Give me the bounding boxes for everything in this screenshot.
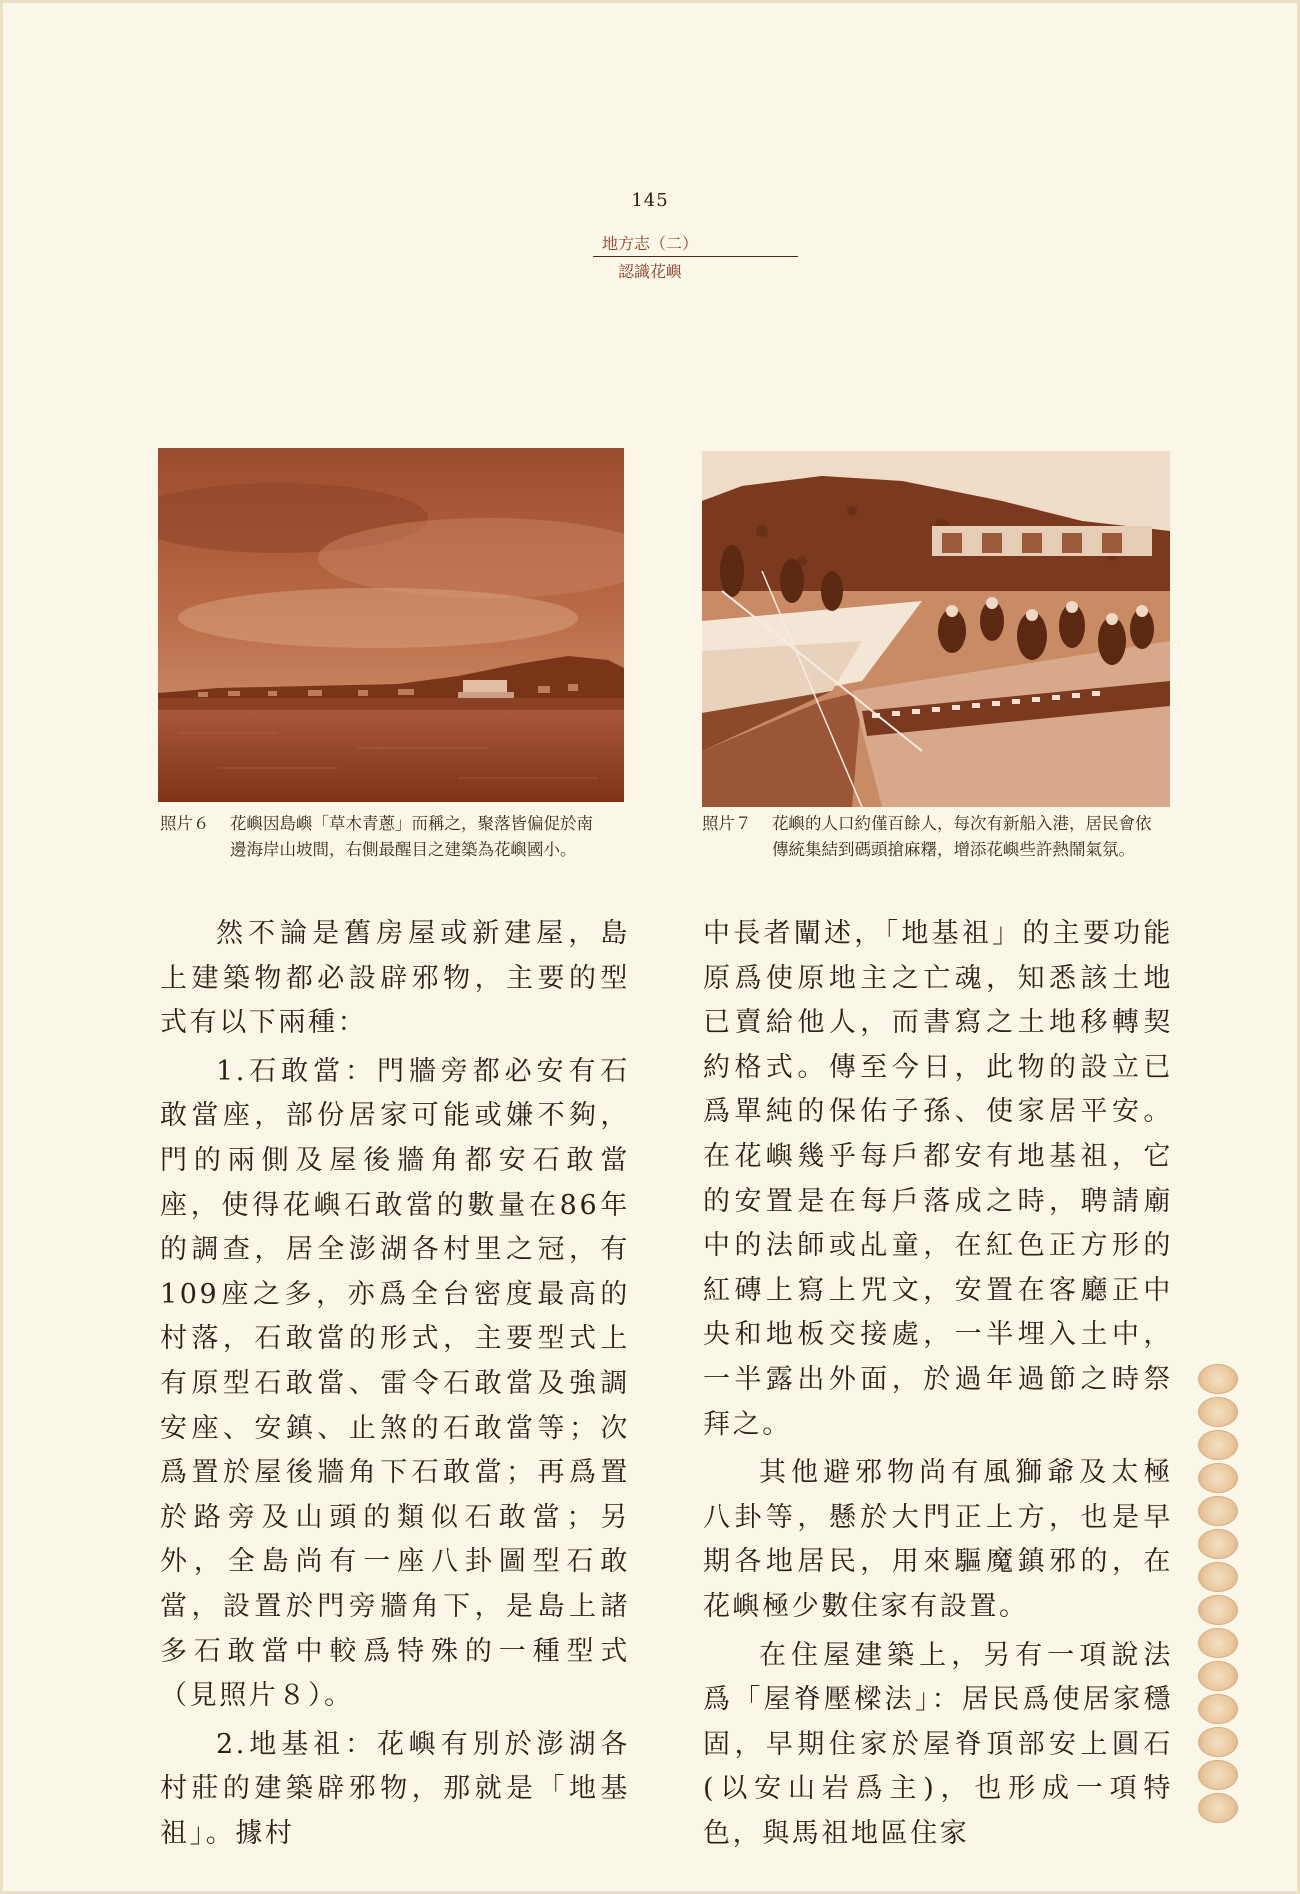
paragraph: 1.石敢當：門牆旁都必安有石敢當座，部份居家可能或嫌不夠，門的兩側及屋後牆角都安石敢當座，使得花嶼石敢當的數量在86年的調查，居全澎湖各村里之冠，有109座之多，亦爲全台密度最高的村落，石敢當的形式，主要型式上有原型石敢當、雷令石敢當及強調安座、安鎮、止煞的石敢當等；次爲置於屋後牆角下石敢當；再爲置於路旁及山頭的類似石敢當；另外，全島尚有一座八卦圖型石敢當，設置於門旁牆角下，是島上諸多石敢當中較爲特殊的一種型式（見照片８）。 xyxy=(160,1055,630,1712)
paragraph: 中長者闡述，「地基祖」的主要功能原爲使原地主之亡魂，知悉該土地已賣給他人，而書寫之土地移轉契約格式。傳至今日，此物的設立已爲單純的保佑子孫、使家居平安。在花嶼幾乎每戶都安有地基祖，它的安置是在每戶落成之時，聘請廟中的法師或乩童，在紅色正方形的紅磚上寫上咒文，安置在客廳正中央和地板交接處，一半埋入土中，一半露出外面，於過年過節之時祭拜之。 xyxy=(703,918,1173,1440)
paragraph: 然不論是舊房屋或新建屋，島上建築物都必設辟邪物，主要的型式有以下兩種： xyxy=(160,918,630,1039)
paragraph: 其他避邪物尚有風獅爺及太極八卦等，懸於大門正上方，也是早期各地居民，用來驅魔鎮邪的，在花嶼極少數住家有設置。 xyxy=(703,1457,1173,1622)
book-title: 認識花嶼 xyxy=(617,262,682,281)
ornament-coin-icon xyxy=(1198,1364,1238,1394)
ornament-coin-icon xyxy=(1198,1529,1238,1559)
header-divider xyxy=(593,256,798,257)
ornament-coin-icon xyxy=(1198,1463,1238,1493)
series-title: 地方志（二） xyxy=(601,234,698,253)
harbor-photo xyxy=(702,451,1170,807)
photo6-caption-line2: 邊海岸山坡間，右側最醒目之建築為花嶼國小。 xyxy=(230,840,577,859)
ornament-coin-icon xyxy=(1198,1760,1238,1790)
photo7-caption-line2: 傳統集結到碼頭搶麻糬，增添花嶼些許熱鬧氣氛。 xyxy=(772,840,1135,859)
page-number: 145 xyxy=(631,190,669,211)
photo6-caption-line1: 花嶼因島嶼「草木青蔥」而稱之，聚落皆偏促於南 xyxy=(230,814,593,833)
ornament-coin-icon xyxy=(1198,1727,1238,1757)
harbor-photo-image xyxy=(702,451,1170,807)
ornament-coin-icon xyxy=(1198,1562,1238,1592)
ornament-coin-icon xyxy=(1198,1628,1238,1658)
coastline-photo-image xyxy=(158,448,624,802)
body-column-left xyxy=(160,912,630,1860)
photo7-caption-line1: 花嶼的人口約僅百餘人，每次有新船入港，居民會依 xyxy=(772,814,1152,833)
ornament-coin-icon xyxy=(1198,1397,1238,1427)
coastline-photo xyxy=(158,448,624,802)
ornament-coin-icon xyxy=(1198,1430,1238,1460)
page-header xyxy=(0,190,1300,282)
ornament-coin-icon xyxy=(1198,1793,1238,1823)
photo7-caption xyxy=(702,811,1182,863)
paragraph: 在住屋建築上，另有一項說法爲「屋脊壓樑法」：居民爲使居家穩固，早期住家於屋脊頂部安上圓石(以安山岩爲主)，也形成一項特色，與馬祖地區住家 xyxy=(703,1639,1173,1849)
ornament-coin-icon xyxy=(1198,1595,1238,1625)
ornament-coin-icon xyxy=(1198,1661,1238,1691)
ornament-coin-icon xyxy=(1198,1694,1238,1724)
photo7-caption-label: 照片７ xyxy=(702,814,752,833)
photo6-caption-label: 照片６ xyxy=(160,814,210,833)
paragraph: 2.地基祖：花嶼有別於澎湖各村莊的建築辟邪物，那就是「地基祖」。據村 xyxy=(160,1728,630,1849)
body-column-right xyxy=(703,912,1173,1860)
ornament-coin-icon xyxy=(1198,1496,1238,1526)
margin-ornament xyxy=(1198,1364,1242,1826)
photo6-caption xyxy=(160,811,630,863)
